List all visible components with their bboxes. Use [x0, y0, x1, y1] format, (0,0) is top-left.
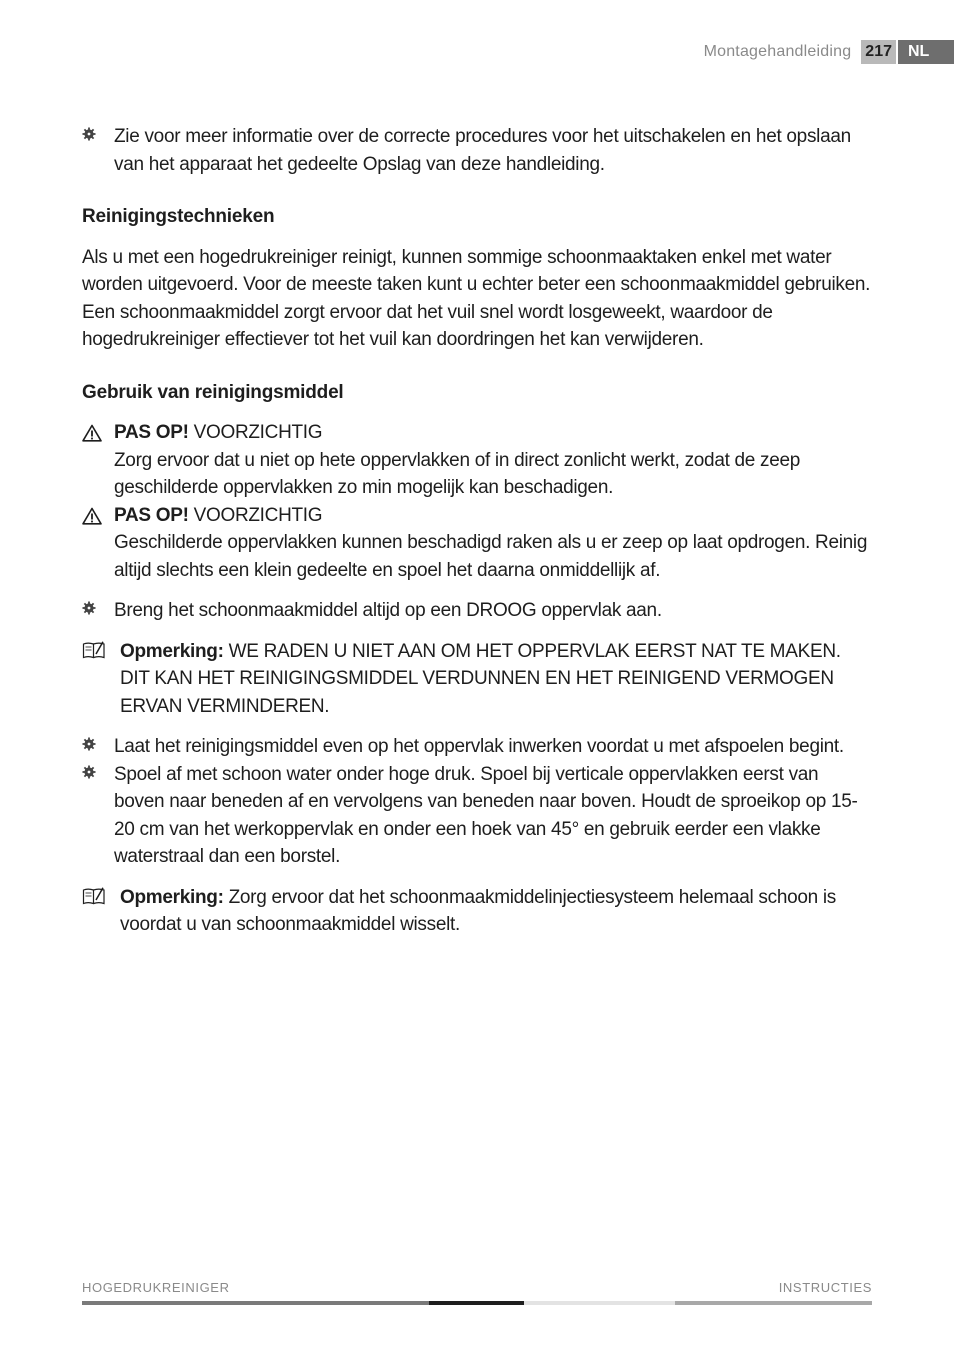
heading-gebruik-reinigingsmiddel: Gebruik van reinigingsmiddel — [82, 381, 344, 403]
warning-block-2 — [82, 502, 872, 585]
footer-bar-segment — [429, 1301, 524, 1305]
heading-reinigingstechnieken: Reinigingstechnieken — [82, 206, 275, 227]
bullet-text: Laat het reinigingsmiddel even op het oppervlak inwerken voordat u met afspoelen begint. — [114, 736, 844, 757]
warning-level: VOORZICHTIG — [193, 422, 323, 443]
note-text: WE RADEN U NIET AAN OM HET OPPERVLAK EERST NAT TE MAKEN. DIT KAN HET REINIGINGSMIDDEL VERDUNNEN EN HET REINIGEND VERMOGEN ERVAN VERMINDEREN. — [120, 640, 841, 717]
warning-icon — [82, 424, 102, 442]
note-text: Zorg ervoor dat het schoonmaakmiddelinjectiesysteem helemaal schoon is voordat u van schoonmaakmiddel wisselt. — [120, 886, 836, 935]
note-block-1 — [82, 638, 872, 721]
warning-level: VOORZICHTIG — [193, 504, 323, 526]
bullet-text: Spoel af met schoon water onder hoge druk. Spoel bij verticale oppervlakken eerst van boven naar beneden af en vervolgens van beneden naar boven. Houdt de sproeikop op 15-20 cm van het werkoppervlak en onder een hoek van 45° en gebruik eerder een vlakke waterstraal dan een borstel. — [114, 763, 858, 867]
warning-text: Zorg ervoor dat u niet op hete oppervlakken of in direct zonlicht werkt, zodat de zeep geschilderde oppervlakken zo min mogelijk kan beschadigen. — [114, 449, 801, 498]
bullet-inwerken — [82, 733, 872, 761]
warning-block-1 — [82, 419, 872, 502]
warning-text: Geschilderde oppervlakken kunnen beschadigd raken als u er zeep op laat opdrogen. Reinig altijd slechts een klein gedeelte en spoel het daarna onmiddellijk af. — [114, 532, 868, 581]
gear-bullet-icon — [82, 737, 96, 751]
note-label: Opmerking: — [120, 640, 224, 662]
footer-bar-segment — [82, 1301, 429, 1305]
language-tab: NL — [898, 40, 954, 64]
warning-label: PAS OP! — [114, 422, 189, 443]
footer-bar — [82, 1301, 872, 1305]
header-title: Montagehandleiding — [703, 43, 852, 60]
gear-bullet-icon — [82, 127, 96, 141]
bullet-spoelen — [82, 761, 872, 871]
bullet-text: Zie voor meer informatie over de correcte procedures voor het uitschakelen en het opslaan van het apparaat het gedeelte Opslag van deze handleiding. — [114, 126, 851, 175]
footer-bar-segment — [675, 1301, 872, 1305]
footer-section: INSTRUCTIES — [778, 1280, 872, 1295]
warning-label: PAS OP! — [114, 504, 189, 526]
document-body — [82, 123, 872, 939]
note-book-icon — [82, 887, 106, 905]
paragraph-reinigingstechnieken: Als u met een hogedrukreiniger reinigt, kunnen sommige schoonmaaktaken enkel met water worden uitgevoerd. Voor de meeste taken kunt u echter beter een schoonmaakmiddel gebruiken. Een schoonmaakmiddel zorgt ervoor dat het vuil snel wordt losgeweekt, waardoor de hogedrukreiniger effectiever tot het vuil kan doordringen het kan verwijderen. — [82, 246, 871, 350]
note-block-2 — [82, 884, 872, 939]
bullet-text: Breng het schoonmaakmiddel altijd op een DROOG oppervlak aan. — [114, 600, 662, 621]
note-book-icon — [82, 641, 106, 659]
gear-bullet-icon — [82, 601, 96, 615]
warning-icon — [82, 507, 102, 525]
bullet-opslag — [82, 123, 872, 178]
page-number: 217 — [861, 40, 896, 64]
footer-bar-segment — [524, 1301, 675, 1305]
page-header — [704, 40, 954, 64]
footer-product: HOGEDRUKREINIGER — [82, 1280, 230, 1295]
gear-bullet-icon — [82, 765, 96, 779]
note-label: Opmerking: — [120, 886, 224, 908]
bullet-droog — [82, 597, 872, 625]
